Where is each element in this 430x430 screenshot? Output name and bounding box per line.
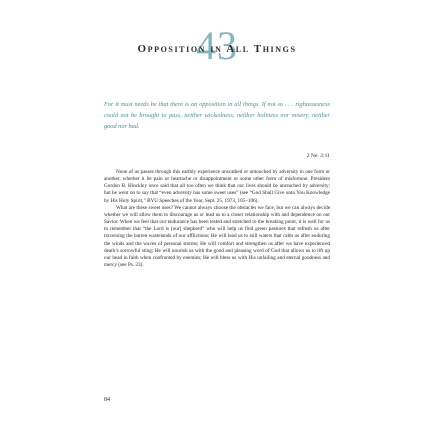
epigraph-citation: 2 Ne. 2:11 [306, 153, 330, 159]
body-text [104, 169, 330, 269]
chapter-number: 43 [196, 23, 238, 68]
epigraph-quote: For it must needs be that there is an opposition in all things. If not so . . . righteousness could not be brought to pass, neither wickedness, neither holiness nor misery, neither good nor bad. [104, 101, 330, 130]
body-paragraph-1: None of us passes through this earthly experience unscathed or untouched by adversity in one form or another, whether it be pain or heartache or disappointment or some other form of misfortune. President Gordon B. Hinckley once said that all too often we think that our lives should be unreached by adversity; but he went on to say that “even adversity has some sweet uses” (see “God Shall Give unto You Knowledge by His Holy Spirit,” BYU Speeches of the Year, Sept. 25, 1973, 105–106). [104, 169, 330, 204]
page-number: 84 [104, 397, 110, 403]
book-page [96, 23, 338, 416]
body-paragraph-2: What are these sweet uses? We cannot always choose the obstacles we face, but we can always decide whether we will allow them to discourage us or lead us to a closer relationship with and dependence on our Savior. When we feel that our endurance has been tested and stretched to the breaking point, it is well for us to remember that “the Lord is [our] shepherd” who will help us find green pastures that refresh us after traversing the barren wastelands of our afflictions; He will lead us to still waters that calm us after enduring the winds and the waves of personal storms; He will comfort and strengthen us after we have experienced death’s sorrowful sting; He will nourish us with the good and pleasing word of God that allows us to lift up our head in faith when confronted by enemies; He will bless us with His unfailing and eternal goodness and mercy (see Ps. 23). [104, 204, 330, 269]
chapter-title: Opposition in All Things [137, 43, 297, 55]
